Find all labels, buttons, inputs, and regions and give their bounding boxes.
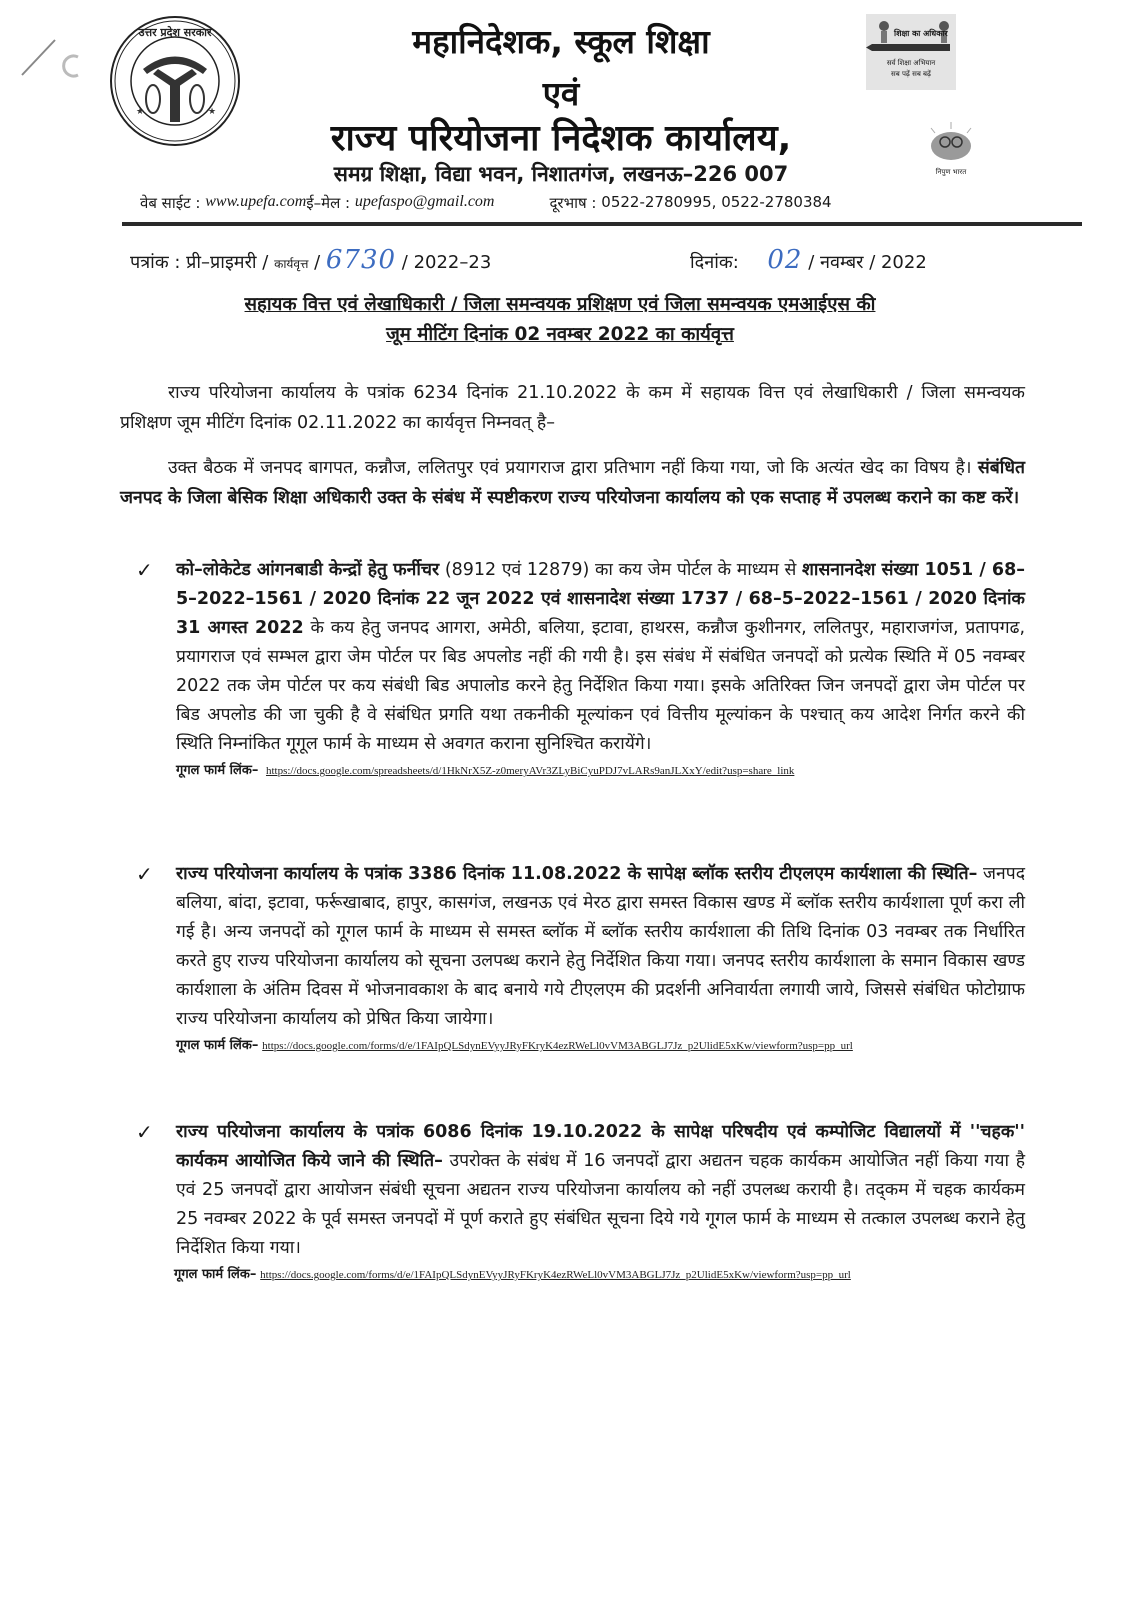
letter-date	[690, 245, 927, 275]
nipun-bharat-text: निपुण भारत	[935, 168, 967, 176]
date-label: दिनांक:	[690, 252, 739, 273]
item-heading: को–लोकेटेड आंगनबाडी केन्द्रों हेतु फर्नीचर	[176, 560, 440, 580]
google-form-link-row	[176, 761, 1025, 780]
date-day-handwritten: 02	[767, 245, 803, 275]
google-form-link[interactable]: https://docs.google.com/forms/d/e/1FAIpQLSdynEVyyJRyFKryK4ezRWeLl0vVM3ABGLJ7Jz_p2UlidE5xKw/viewform?usp=pp_url	[260, 1269, 851, 1281]
svg-text:★: ★	[208, 107, 217, 117]
ssa-subtitle-2: सब पढ़ें सब बढ़ें	[891, 70, 931, 78]
google-form-link-row	[176, 1036, 1025, 1055]
item-bold-text: शासनानदेश संख्या 1051 / 68–5–2022–1561 / 2020 दिनांक 22 जून 2022 एवं शासनादेश संख्या 1737 / 68–5–2022–1561 / 2020 दिनांक 31 अगस्त 2022	[176, 560, 1026, 638]
item-text: (8912 एवं 12879) का कय जेम पोर्टल के माध्यम से	[439, 560, 803, 580]
letter-subject	[120, 290, 1000, 350]
reference-category: कार्यवृत्त	[274, 257, 309, 271]
item-heading: राज्य परियोजना कार्यालय के पत्रांक 3386 दिनांक 11.08.2022 के सापेक्ष ब्लॉक स्तरीय टीएलएम कार्यशाला की स्थिति–	[176, 864, 978, 884]
phone-label: दूरभाष :	[549, 194, 597, 212]
letter-reference: पत्रांक : प्री–प्राइमरी / कार्यवृत्त / 6730 / 2022–23	[130, 245, 492, 275]
minutes-item	[130, 860, 1025, 1055]
website-label: वेब साईट :	[140, 194, 201, 212]
ssa-subtitle-1: सर्व शिक्षा अभियान	[886, 59, 936, 67]
absence-instruction: संबंधित जनपद के जिला बेसिक शिक्षा अधिकारी उक्त के संबंध में स्पष्टीकरण राज्य परियोजना कार्यालय को एक सप्ताह में उपलब्ध कराने का कष्ट करें।	[120, 458, 1025, 508]
google-form-link-row	[174, 1265, 1025, 1284]
sarva-shiksha-abhiyan-logo	[866, 14, 956, 90]
intro-paragraph	[120, 378, 1025, 438]
svg-text:★: ★	[136, 107, 145, 117]
date-rest: / नवम्बर / 2022	[808, 252, 927, 273]
header-contact	[140, 193, 960, 213]
link-label: गूगल फार्म लिंक–	[176, 1038, 259, 1053]
email-link[interactable]: upefaspo@gmail.com	[354, 193, 495, 210]
subject-line2: जूम मीटिंग दिनांक 02 नवम्बर 2022 का कार्यवृत्त	[386, 324, 734, 345]
reference-number-handwritten: 6730	[325, 245, 397, 275]
checkmark-icon: ✓	[136, 1120, 153, 1144]
email-label: ई–मेल :	[306, 194, 351, 212]
item-text-continued: के कय हेतु जनपद आगरा, अमेठी, बलिया, इटावा, हाथरस, कन्नौज कुशीनगर, ललितपुर, महाराजगंज, प्रतापगढ, प्रयागराज एवं सम्भल द्वारा जेम पोर्टल पर बिड अपलोड नहीं की गयी है। इस संबंध में संबंधित जनपदों को प्रत्येक स्थिति में 05 नवम्बर 2022 तक जेम पोर्टल पर कय संबंधी बिड अपालोड करने हेतु निर्देशित किया गया। इसके अतिरिक्त जिन जनपदों द्वारा जेम पोर्टल पर बिड अपलोड की जा चुकी है वे संबंधित प्रगति यथा तकनीकी मूल्यांकन एवं वित्तीय मूल्यांकन के पश्चात् कय आदेश निर्गत करने की स्थिति निम्नांकित गूगूल फार्म के माध्यम से अवगत कराना सुनिश्चित करायेंगे।	[176, 618, 1026, 754]
header-title-line2: एवं	[542, 74, 580, 113]
link-label: गूगल फार्म लिंक–	[176, 763, 259, 778]
checkmark-icon: ✓	[136, 558, 153, 582]
rte-title: शिक्षा का अधिकार	[894, 29, 948, 38]
item-text: जनपद बलिया, बांदा, इटावा, फर्रूखाबाद, हापुर, कासगंज, लखनऊ एवं मेरठ द्वारा समस्त विकास खण्ड में ब्लॉक स्तरीय कार्यशाला पूर्ण करा ली गई है। अन्य जनपदों को गूगल फार्म के माध्यम से समस्त ब्लॉक में ब्लॉक स्तरीय कार्यशाला की तिथि दिनांक 03 नवम्बर तक निर्धारित करते हुए राज्य परियोजना कार्यालय को सूचना उलपब्ध कराने हेतु निर्देशित किया गया। जनपद स्तरीय कार्यशाला के समान विकास खण्ड कार्यशाला के अंतिम दिवस में भोजनावकाश के बाद बनाये गये टीएलएम की प्रदर्शनी अनिवार्यता लगायी जाये, जिससे संबंधित फोटोग्राफ राज्य परियोजना कार्यालय को प्रेषित किया जायेगा।	[176, 864, 1025, 1029]
checkmark-icon: ✓	[136, 862, 153, 886]
website-link[interactable]: www.upefa.com	[205, 193, 307, 210]
item-heading: राज्य परियोजना कार्यालय के पत्रांक 6086 दिनांक 19.10.2022 के सापेक्ष परिषदीय एवं कम्पोजिट विद्यालयों में ''चहक'' कार्यकम आयोजित किये जाने की स्थिति–	[176, 1122, 1025, 1171]
header-title-line1: महानिदेशक, स्कूल शिक्षा	[412, 22, 710, 61]
subject-line1: सहायक वित्त एवं लेखाधिकारी / जिला समन्वयक प्रशिक्षण एवं जिला समन्वयक एमआईएस की	[244, 294, 876, 315]
header-title-line3: राज्य परियोजना निदेशक कार्यालय,	[330, 118, 792, 159]
minutes-item	[130, 1118, 1025, 1284]
absence-text: उक्त बैठक में जनपद बागपत, कन्नौज, ललितपुर एवं प्रयागराज द्वारा प्रतिभाग नहीं किया गया, जो कि अत्यंत खेद का विषय है।	[168, 458, 972, 478]
header-address: समग्र शिक्षा, विद्या भवन, निशातगंज, लखनऊ–226 007	[333, 162, 789, 186]
reference-year: / 2022–23	[401, 252, 492, 273]
phone-number: 0522-2780995, 0522-2780384	[601, 193, 832, 211]
intro-text: राज्य परियोजना कार्यालय के पत्रांक 6234 दिनांक 21.10.2022 के कम में सहायक वित्त एवं लेखाधिकारी / जिला समन्वयक प्रशिक्षण जूम मीटिंग दिनांक 02.11.2022 का कार्यवृत्त निम्नवत् है–	[120, 383, 1025, 433]
children-circle-icon	[925, 120, 977, 164]
nipun-bharat-logo	[925, 120, 977, 180]
absence-paragraph	[120, 453, 1025, 513]
item-text: उपरोक्त के संबंध में 16 जनपदों द्वारा अद्यतन चहक कार्यकम आयोजित नहीं किया गया है एवं 25 जनपदों द्वारा आयोजन संबंधी सूचना अद्यतन राज्य परियोजना कार्यालय को नहीं उपलब्ध करायी है। तद्कम में चहक कार्यकम 25 नवम्बर 2022 के पूर्व समस्त जनपदों में पूर्ण कराते हुए संबंधित सूचना दिये गये गूगल फार्म के माध्यम से तत्काल उपलब्ध कराने हेतु निर्देशित किया गया।	[176, 1151, 1025, 1258]
google-form-link[interactable]: https://docs.google.com/forms/d/e/1FAIpQLSdynEVyyJRyFKryK4ezRWeLl0vVM3ABGLJ7Jz_p2UlidE5xKw/viewform?usp=pp_url	[262, 1040, 853, 1052]
google-form-link[interactable]: https://docs.google.com/spreadsheets/d/1HkNrX5Z-z0meryAVr3ZLyBiCyuPDJ7vLARs9anJLXxY/edit?usp=share_link	[265, 765, 795, 777]
reference-label: पत्रांक : प्री–प्राइमरी /	[130, 252, 269, 273]
header-divider	[122, 222, 1082, 226]
minutes-item	[130, 556, 1025, 780]
seal-text: उत्तर प्रदेश सरकार	[138, 26, 212, 39]
link-label: गूगल फार्म लिंक–	[174, 1267, 257, 1282]
